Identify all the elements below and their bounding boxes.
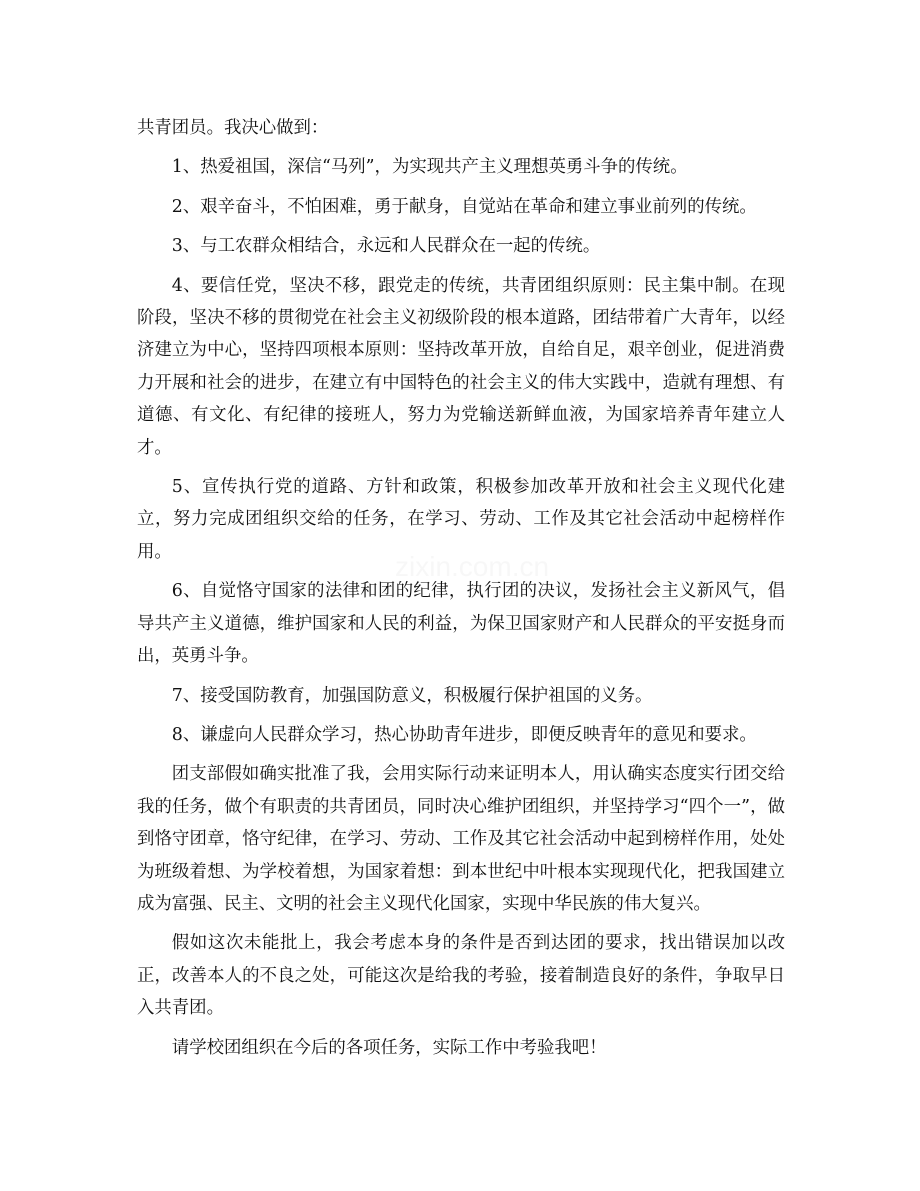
- paragraph-item-1: 1、热爱祖国，深信“马列”，为实现共产主义理想英勇斗争的传统。: [171, 157, 688, 178]
- paragraph-item-4: 4、要信任党，坚决不移，跟党走的传统，共青团组织原则：民主集中制。在现阶段，坚决不移的贯彻党在社会主义初级阶段的根本道路，团结带着广大青年，以经济建立为中心，坚持四项根本原则：坚持改革开放，自给自足，艰辛创业，促进消费力开展和社会的进步，在建立有中国特色的社会主义的伟大实践中，造就有理想、有道德、有文化、有纪律的接班人，努力为党输送新鲜血液，为国家培养青年建立人才。: [137, 275, 785, 458]
- paragraph-item-2: 2、艰辛奋斗，不怕困难，勇于献身，自觉站在革命和建立事业前列的传统。: [171, 196, 757, 217]
- paragraph-intro: 共青团员。我决心做到：: [137, 118, 329, 138]
- paragraph-closing: 请学校团组织在今后的各项任务，实际工作中考验我吧！: [171, 1037, 607, 1058]
- paragraph-item-5: 5、宣传执行党的道路、方针和政策，积极参加改革开放和社会主义现代化建立，努力完成团组织交给的任务，在学习、劳动、工作及其它社会活动中起榜样作用。: [137, 477, 785, 562]
- paragraph-item-8: 8、谦虚向人民群众学习，热心协助青年进步，即便反映青年的意见和要求。: [171, 724, 757, 745]
- document-body: [137, 112, 785, 1071]
- paragraph-item-6: 6、自觉恪守国家的法律和团的纪律，执行团的决议，发扬社会主义新风气，倡导共产主义道德，维护国家和人民的利益，为保卫国家财产和人民群众的平安挺身而出，英勇斗争。: [137, 581, 785, 667]
- paragraph-if-not-approved: 假如这次未能批上，我会考虑本身的条件是否到达团的要求，找出错误加以改正，改善本人的不良之处，可能这次是给我的考验，接着制造良好的条件，争取早日入共青团。: [137, 933, 785, 1019]
- paragraph-commitment: 团支部假如确实批准了我，会用实际行动来证明本人，用认确实态度实行团交给我的任务，做个有职责的共青团员，同时决心维护团组织，并坚持学习“四个一”，做到恪守团章，恪守纪律，在学习、劳动、工作及其它社会活动中起到榜样作用，处处为班级着想、为学校着想，为国家着想：到本世纪中叶根本实现现代化，把我国建立成为富强、民主、文明的社会主义现代化国家，实现中华民族的伟大复兴。: [137, 764, 785, 914]
- watermark-text: zixin.com.cn: [395, 551, 550, 582]
- paragraph-item-3: 3、与工农群众相结合，永远和人民群众在一起的传统。: [171, 236, 601, 257]
- paragraph-item-7: 7、接受国防教育，加强国防意义，积极履行保护祖国的义务。: [171, 685, 653, 706]
